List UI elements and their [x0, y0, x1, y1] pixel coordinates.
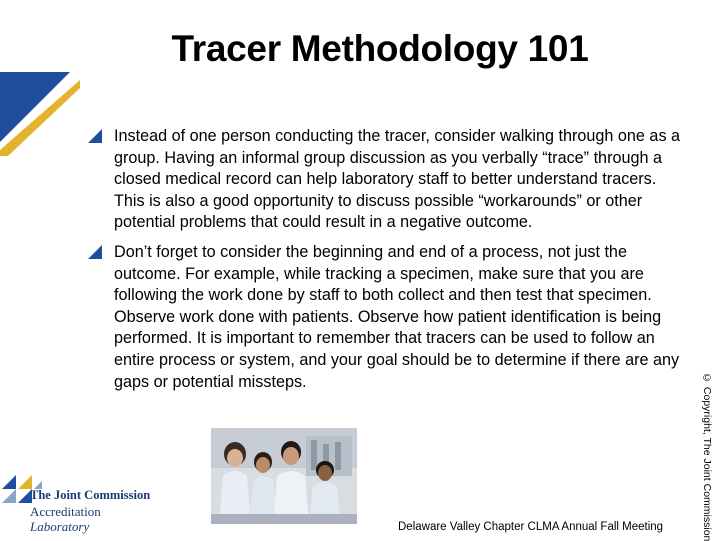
bullet-text: Don’t forget to consider the beginning and end of a process, not just the outcome. For example, while tracking a specimen, make sure that you are following the work done by staff to both collect and then test that specimen. Observe work done with patients. Observe how patient identification is being performed. It is important to remember that tracers can be used to follow an entire process or system, and your goal should be to determine if there are any gaps or potential missteps. [114, 242, 680, 391]
slide-title: Tracer Methodology 101 [171, 28, 589, 69]
bullet-item [88, 126, 688, 234]
footer-text: Delaware Valley Chapter CLMA Annual Fall Meeting [398, 521, 664, 533]
bullet-list [88, 126, 688, 401]
lab-staff-photo [211, 428, 357, 524]
logo-program: Accreditation [30, 504, 101, 519]
blue-triangle-bullet-icon [88, 129, 102, 143]
copyright-notice: © Copyright, The Joint Commission [701, 372, 713, 541]
joint-commission-logo [0, 475, 200, 535]
bullet-text: Instead of one person conducting the tracer, consider walking through one as a group. Having an informal group discussion as you verbally “trace” through a closed medical record can help laboratory staff to better understand tracers. This is also a good opportunity to discuss possible “workarounds” or other potential problems that could result in a negative outcome. [114, 127, 681, 232]
logo-program-type: Laboratory [30, 519, 90, 534]
bullet-item [88, 242, 688, 393]
logo-name: The Joint Commission [30, 488, 151, 502]
blue-triangle-bullet-icon [88, 245, 102, 259]
corner-stripes-decoration [0, 72, 82, 156]
